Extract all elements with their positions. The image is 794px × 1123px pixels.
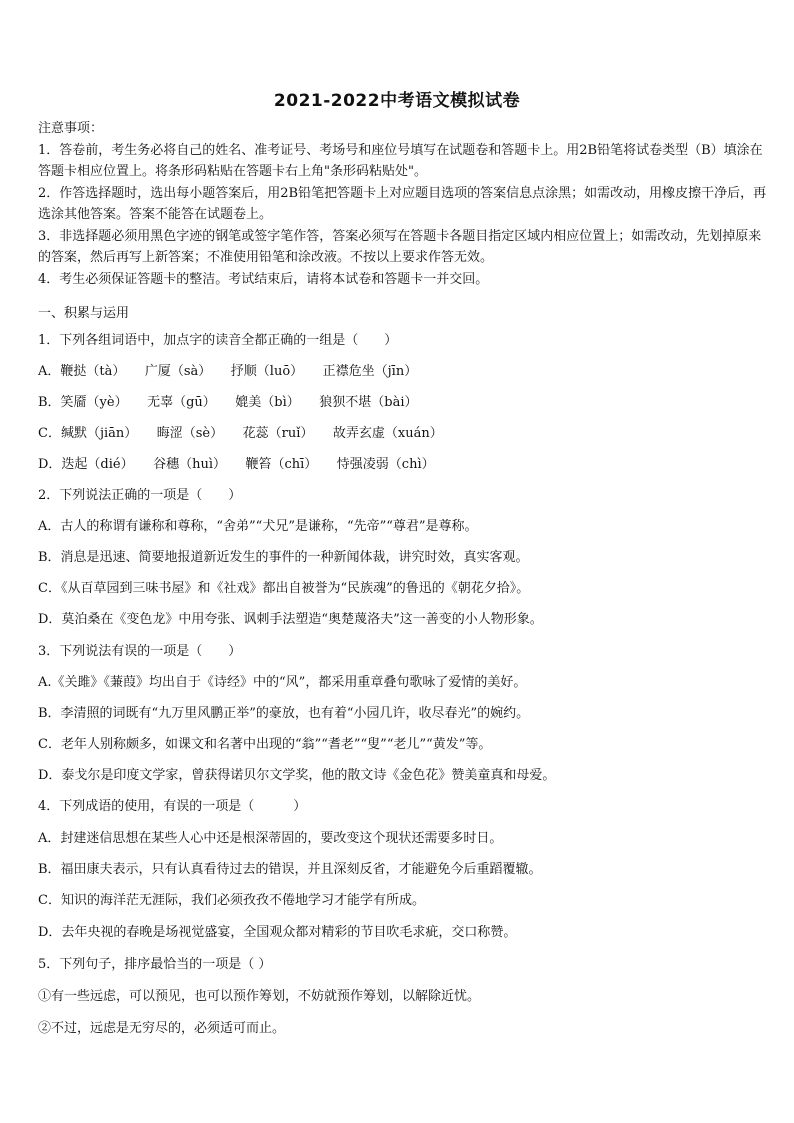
question-1-option-b: B．笑靥（yè） 无辜（gū） 媲美（bì） 狼狈不堪（bài） xyxy=(38,395,418,410)
question-5-stem: 5．下列句子，排序最恰当的一项是（ ） xyxy=(38,957,272,972)
question-1-stem: 1．下列各组词语中，加点字的读音全都正确的一组是（ ） xyxy=(38,333,398,348)
notice-block xyxy=(38,118,768,290)
question-2-option-d: D．莫泊桑在《变色龙》中用夸张、讽刺手法塑造“奥楚蔑洛夫”这一善变的小人物形象。 xyxy=(38,612,543,627)
notice-item-2: 2．作答选择题时，选出每小题答案后，用2B铅笔把答题卡上对应题目选项的答案信息点涂黑；如需改动，用橡皮擦干净后，再选涂其他答案。答案不能答在试题卷上。 xyxy=(38,185,767,222)
question-4-option-b: B．福田康夫表示，只有认真看待过去的错误，并且深刻反省，才能避免今后重蹈覆辙。 xyxy=(38,862,542,877)
notice-item-4: 4．考生必须保证答题卡的整洁。考试结束后，请将本试卷和答题卡一并交回。 xyxy=(38,271,489,287)
question-3-option-b: B．李清照的词既有“九万里风鹏正举”的豪放，也有着“小园几许，收尽春光”的婉约。 xyxy=(38,706,530,721)
question-3-option-d: D．泰戈尔是印度文学家，曾获得诺贝尔文学奖，他的散文诗《金色花》赞美童真和母爱。 xyxy=(38,768,556,783)
notice-heading: 注意事项： xyxy=(38,121,104,136)
question-5-sentence-2: ②不过，远虑是无穷尽的，必须适可而止。 xyxy=(38,1021,286,1036)
question-5-sentence-1: ①有一些远虑，可以预见，也可以预作筹划，不妨就预作筹划，以解除近忧。 xyxy=(38,989,481,1004)
question-4-option-d: D．去年央视的春晚是场视觉盛宴，全国观众都对精彩的节目吹毛求疵，交口称赞。 xyxy=(38,925,517,940)
question-1-option-c: C．缄默（jiān） 晦涩（sè） 花蕊（ruǐ） 故弄玄虚（xuán） xyxy=(38,426,443,441)
question-4-option-c: C．知识的海洋茫无涯际，我们必须孜孜不倦地学习才能学有所成。 xyxy=(38,893,425,908)
question-4-stem: 4．下列成语的使用，有误的一项是（ ） xyxy=(38,799,307,814)
section-heading: 一、积累与运用 xyxy=(38,306,130,321)
notice-item-1: 1．答卷前，考生务必将自己的姓名、准考证号、考场号和座位号填写在试题卷和答题卡上。用2B铅笔将试卷类型（B）填涂在答题卡相应位置上。将条形码粘贴在答题卡右上角"条形码粘贴处"。 xyxy=(38,142,763,179)
notice-item-3: 3．非选择题必须用黑色字迹的钢笔或签字笔作答，答案必须写在答题卡各题目指定区域内相应位置上；如需改动，先划掉原来的答案，然后再写上新答案；不准使用铅笔和涂改液。不按以上要求作答无效。 xyxy=(38,228,762,265)
question-2-option-a: A．古人的称谓有谦称和尊称，“舍弟”“犬兄”是谦称，“先帝”“尊君”是尊称。 xyxy=(38,519,478,534)
question-2-option-c: C．《从百草园到三味书屋》和《社戏》都出自被誉为“民族魂”的鲁迅的《朝花夕拾》。 xyxy=(38,581,530,596)
exam-title: 2021-2022中考语文模拟试卷 xyxy=(273,91,521,111)
question-3-option-a: A.《关雎》《蒹葭》均出自于《诗经》中的“风”，都采用重章叠句歌咏了爱情的美好。 xyxy=(38,675,527,690)
question-1-option-a: A．鞭挞（tà） 广厦（sà） 抒顺（luō） 正襟危坐（jīn） xyxy=(38,364,418,379)
question-2-stem: 2．下列说法正确的一项是（ ） xyxy=(38,488,242,503)
question-4-option-a: A．封建迷信思想在某些人心中还是根深蒂固的，要改变这个现状还需要多时日。 xyxy=(38,831,503,846)
question-2-option-b: B．消息是迅速、简要地报道新近发生的事件的一种新闻体裁，讲究时效，真实客观。 xyxy=(38,550,529,565)
question-3-stem: 3．下列说法有误的一项是（ ） xyxy=(38,644,242,659)
question-3-option-c: C．老年人别称颇多，如课文和名著中出现的“翁”“耆老”“叟”“老儿”“黄发”等。 xyxy=(38,737,492,752)
question-1-option-d: D．迭起（dié） 谷穗（huì） 鞭笞（chī） 恃强凌弱（chì） xyxy=(38,457,435,472)
